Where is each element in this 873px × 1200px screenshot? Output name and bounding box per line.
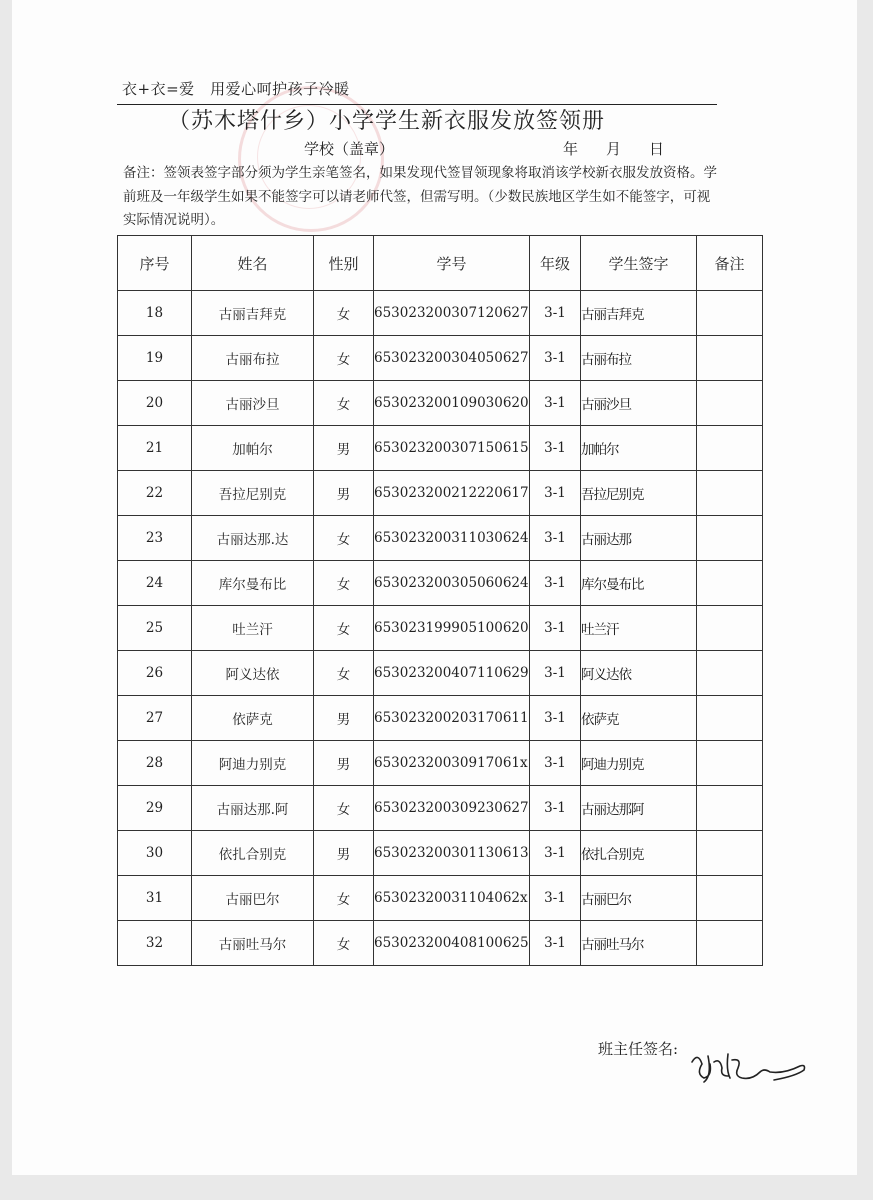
student-id-cell: 653023200212220617 (374, 471, 530, 516)
gender-cell: 女 (314, 516, 374, 561)
row-number-cell: 31 (118, 876, 192, 921)
gender-cell: 男 (314, 471, 374, 516)
teacher-signature-image (688, 1046, 828, 1092)
gender-cell: 女 (314, 606, 374, 651)
grade-cell: 3-1 (530, 696, 581, 741)
gender-cell: 男 (314, 741, 374, 786)
gender-cell: 女 (314, 381, 374, 426)
student-signature-cell: 吾拉尼别克 (581, 471, 697, 516)
remark-cell (697, 921, 763, 966)
student-id-cell: 653023200301130613 (374, 831, 530, 876)
table-header-row (118, 236, 763, 291)
remark-cell (697, 651, 763, 696)
gender-cell: 男 (314, 696, 374, 741)
grade-cell: 3-1 (530, 336, 581, 381)
table-row (118, 561, 763, 606)
remark-cell (697, 876, 763, 921)
student-signature-cell: 古丽吐马尔 (581, 921, 697, 966)
gender-cell: 女 (314, 921, 374, 966)
table-row (118, 471, 763, 516)
row-number-cell: 30 (118, 831, 192, 876)
student-signature-cell: 依扎合别克 (581, 831, 697, 876)
gender-cell: 女 (314, 561, 374, 606)
gender-cell: 女 (314, 876, 374, 921)
student-name-cell: 阿义达依 (192, 651, 314, 696)
col-header-name: 姓名 (192, 236, 314, 291)
table-row (118, 291, 763, 336)
col-header-number: 序号 (118, 236, 192, 291)
grade-cell: 3-1 (530, 876, 581, 921)
student-id-cell: 653023200203170611 (374, 696, 530, 741)
remark-cell (697, 831, 763, 876)
row-number-cell: 29 (118, 786, 192, 831)
grade-cell: 3-1 (530, 741, 581, 786)
roster-table (117, 235, 763, 966)
student-id-cell: 653023200305060624 (374, 561, 530, 606)
student-name-cell: 依扎合别克 (192, 831, 314, 876)
student-signature-cell: 古丽达那阿 (581, 786, 697, 831)
table-row (118, 516, 763, 561)
row-number-cell: 18 (118, 291, 192, 336)
table-body (118, 291, 763, 966)
row-number-cell: 23 (118, 516, 192, 561)
student-name-cell: 古丽吐马尔 (192, 921, 314, 966)
col-header-grade: 年级 (530, 236, 581, 291)
student-signature-cell: 加帕尔 (581, 426, 697, 471)
grade-cell: 3-1 (530, 561, 581, 606)
student-signature-cell: 库尔曼布比 (581, 561, 697, 606)
grade-cell: 3-1 (530, 831, 581, 876)
table-row (118, 336, 763, 381)
student-id-cell: 653023200408100625 (374, 921, 530, 966)
gender-cell: 女 (314, 291, 374, 336)
row-number-cell: 21 (118, 426, 192, 471)
remark-cell (697, 741, 763, 786)
row-number-cell: 25 (118, 606, 192, 651)
table-row (118, 876, 763, 921)
remark-cell (697, 471, 763, 516)
table-row (118, 381, 763, 426)
student-name-cell: 古丽巴尔 (192, 876, 314, 921)
table-row (118, 651, 763, 696)
remark-cell (697, 336, 763, 381)
gender-cell: 男 (314, 831, 374, 876)
grade-cell: 3-1 (530, 426, 581, 471)
remark-cell (697, 381, 763, 426)
student-name-cell: 古丽达那.阿 (192, 786, 314, 831)
slogan: 衣+衣=爱 用爱心呵护孩子冷暖 (122, 80, 350, 98)
col-header-remark: 备注 (697, 236, 763, 291)
row-number-cell: 27 (118, 696, 192, 741)
student-signature-cell: 古丽布拉 (581, 336, 697, 381)
student-name-cell: 吾拉尼别克 (192, 471, 314, 516)
table-row (118, 921, 763, 966)
grade-cell: 3-1 (530, 921, 581, 966)
student-name-cell: 库尔曼布比 (192, 561, 314, 606)
student-name-cell: 依萨克 (192, 696, 314, 741)
row-number-cell: 26 (118, 651, 192, 696)
col-header-gender: 性别 (314, 236, 374, 291)
remark-cell (697, 561, 763, 606)
table-row (118, 786, 763, 831)
date-label: 年月日 (563, 140, 693, 158)
grade-cell: 3-1 (530, 381, 581, 426)
gender-cell: 女 (314, 651, 374, 696)
student-id-cell: 653023200407110629 (374, 651, 530, 696)
note-text: 备注：签领表签字部分须为学生亲笔签名，如果发现代签冒领现象将取消该学校新衣服发放资格。学前班及一年级学生如果不能签字可以请老师代签，但需写明。（少数民族地区学生如不能签字，可视实际情况说明）。 (123, 165, 717, 228)
student-id-cell: 653023199905100620 (374, 606, 530, 651)
student-signature-cell: 阿迪力别克 (581, 741, 697, 786)
student-signature-cell: 古丽巴尔 (581, 876, 697, 921)
school-seal-label: 学校（盖章） (304, 140, 395, 158)
page-title: （苏木塔什乡）小学学生新衣服发放签领册 (168, 109, 606, 134)
row-number-cell: 32 (118, 921, 192, 966)
table-row (118, 606, 763, 651)
student-name-cell: 吐兰汗 (192, 606, 314, 651)
student-id-cell: 653023200307120627 (374, 291, 530, 336)
remark-cell (697, 696, 763, 741)
teacher-signature-label: 班主任签名: (598, 1040, 679, 1058)
row-number-cell: 28 (118, 741, 192, 786)
student-id-cell: 65302320031104062x (374, 876, 530, 921)
student-id-cell: 653023200304050627 (374, 336, 530, 381)
grade-cell: 3-1 (530, 651, 581, 696)
row-number-cell: 24 (118, 561, 192, 606)
student-name-cell: 古丽达那.达 (192, 516, 314, 561)
table-row (118, 741, 763, 786)
student-signature-cell: 古丽达那 (581, 516, 697, 561)
grade-cell: 3-1 (530, 516, 581, 561)
student-id-cell: 653023200307150615 (374, 426, 530, 471)
student-id-cell: 653023200311030624 (374, 516, 530, 561)
remark-cell (697, 606, 763, 651)
table-row (118, 696, 763, 741)
student-name-cell: 古丽沙旦 (192, 381, 314, 426)
student-signature-cell: 古丽沙旦 (581, 381, 697, 426)
student-id-cell: 653023200109030620 (374, 381, 530, 426)
table-row (118, 831, 763, 876)
remark-cell (697, 786, 763, 831)
student-id-cell: 65302320030917061x (374, 741, 530, 786)
gender-cell: 女 (314, 786, 374, 831)
remark-cell (697, 516, 763, 561)
col-header-student-id: 学号 (374, 236, 530, 291)
student-signature-cell: 依萨克 (581, 696, 697, 741)
gender-cell: 男 (314, 426, 374, 471)
remark-cell (697, 291, 763, 336)
student-name-cell: 古丽布拉 (192, 336, 314, 381)
table-row (118, 426, 763, 471)
remark-cell (697, 426, 763, 471)
student-signature-cell: 阿义达依 (581, 651, 697, 696)
student-signature-cell: 吐兰汗 (581, 606, 697, 651)
student-signature-cell: 古丽吉拜克 (581, 291, 697, 336)
row-number-cell: 22 (118, 471, 192, 516)
col-header-signature: 学生签字 (581, 236, 697, 291)
student-id-cell: 653023200309230627 (374, 786, 530, 831)
grade-cell: 3-1 (530, 606, 581, 651)
grade-cell: 3-1 (530, 291, 581, 336)
gender-cell: 女 (314, 336, 374, 381)
row-number-cell: 20 (118, 381, 192, 426)
student-name-cell: 阿迪力别克 (192, 741, 314, 786)
grade-cell: 3-1 (530, 471, 581, 516)
grade-cell: 3-1 (530, 786, 581, 831)
student-name-cell: 古丽吉拜克 (192, 291, 314, 336)
row-number-cell: 19 (118, 336, 192, 381)
student-name-cell: 加帕尔 (192, 426, 314, 471)
